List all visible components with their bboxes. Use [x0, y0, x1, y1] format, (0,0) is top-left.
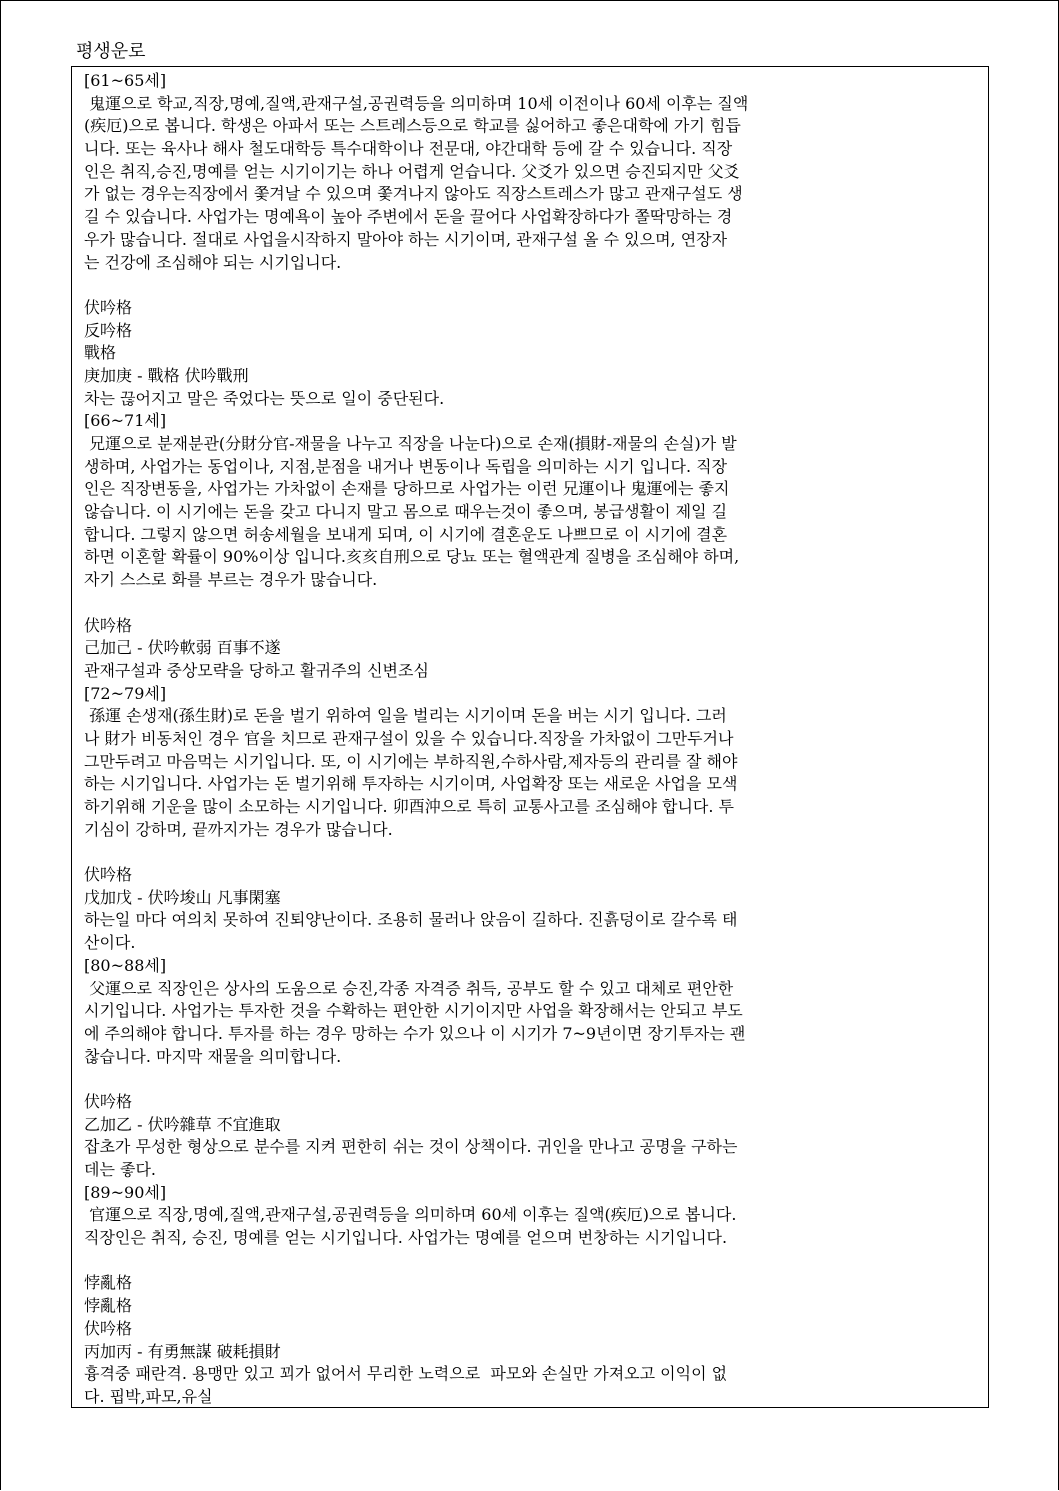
blank-line: [84, 1250, 979, 1273]
note-line: 乙加乙 - 伏吟雜草 不宜進取: [84, 1114, 281, 1134]
note-line: 伏吟格: [84, 615, 133, 635]
paragraph-line: 니다. 또는 육사나 해사 철도대학등 특수대학이나 전문대, 야간대학 등에 갈 수 있습니다. 직장: [84, 139, 733, 159]
fortune-text: [84, 70, 979, 1409]
blank-line: [84, 841, 979, 864]
paragraph-line: 합니다. 그렇지 않으면 허송세월을 보내게 되며, 이 시기에 결혼운도 나쁘므로 이 시기에 결혼: [84, 524, 728, 544]
paragraph-line: 鬼運으로 학교,직장,명예,질액,관재구설,공권력등을 의미하며 10세 이전이나 60세 이후는 질액: [84, 93, 749, 113]
paragraph-line: 우가 많습니다. 절대로 사업을시작하지 말아야 하는 시기이며, 관재구설 올 수 있으며, 연장자: [84, 229, 728, 249]
paragraph-line: 하면 이혼할 확률이 90%이상 입니다.亥亥自刑으로 당뇨 또는 혈액관계 질병을 조심해야 하며,: [84, 547, 740, 567]
note-line: 庚加庚 - 戰格 伏吟戰刑: [84, 365, 249, 385]
page-title: 평생운로: [76, 41, 146, 62]
period-heading: [72~79세]: [84, 683, 167, 703]
paragraph-line: 않습니다. 이 시기에는 돈을 갖고 다니지 말고 몸으로 때우는것이 좋으며, 봉급생활이 제일 길: [84, 502, 728, 522]
note-line: 戊加戊 - 伏吟埈山 凡事閑塞: [84, 887, 281, 907]
paragraph-line: 길 수 있습니다. 사업가는 명예욕이 높아 주변에서 돈을 끌어다 사업확장하다가 쫄딱망하는 경: [84, 207, 733, 227]
paragraph-line: 생하며, 사업가는 동업이나, 지점,분점을 내거나 변동이나 독립을 의미하는 시기 입니다. 직장: [84, 456, 728, 476]
period-heading: [66~71세]: [84, 411, 167, 431]
paragraph-line: 자기 스스로 화를 부르는 경우가 많습니다.: [84, 570, 378, 590]
note-line: 悖亂格: [84, 1273, 133, 1293]
paragraph-line: 는 건강에 조심해야 되는 시기입니다.: [84, 252, 342, 272]
note-line: 하는일 마다 여의치 못하여 진퇴양난이다. 조용히 물러나 앉음이 길하다. 진흙덩이로 갈수록 태: [84, 910, 738, 930]
note-line: 데는 좋다.: [84, 1160, 156, 1179]
note-line: 反吟格: [84, 320, 133, 340]
note-line: 伏吟格: [84, 1091, 133, 1111]
blank-line: [84, 592, 979, 615]
period-heading: [61~65세]: [84, 71, 167, 90]
note-line: 悖亂格: [84, 1296, 133, 1316]
blank-line: [84, 1068, 979, 1091]
paragraph-line: 하는 시기입니다. 사업가는 돈 벌기위해 투자하는 시기이며, 사업확장 또는 새로운 사업을 모색: [84, 774, 738, 794]
note-line: 흉격중 패란격. 용맹만 있고 꾀가 없어서 무리한 노력으로 파모와 손실만 가져오고 이익이 없: [84, 1364, 728, 1384]
paragraph-line: 兄運으로 분재분관(分財分官-재물을 나누고 직장을 나눈다)으로 손재(損財-재물의 손실)가 발: [84, 434, 737, 453]
paragraph-line: 父運으로 직장인은 상사의 도움으로 승진,각종 자격증 취득, 공부도 할 수 있고 대체로 편안한: [84, 978, 734, 998]
note-line: 己加己 - 伏吟軟弱 百事不遂: [84, 638, 281, 658]
note-line: 산이다.: [84, 933, 136, 953]
paragraph-line: 孫運 손생재(孫生財)로 돈을 벌기 위하여 일을 벌리는 시기이며 돈을 버는 시기 입니다. 그러: [84, 706, 727, 726]
note-line: 伏吟格: [84, 865, 133, 885]
paragraph-line: 그만두려고 마음먹는 시기입니다. 또, 이 시기에는 부하직원,수하사람,제자등의 관리를 잘 해야: [84, 751, 738, 771]
note-line: 伏吟格: [84, 297, 133, 317]
paragraph-line: 찮습니다. 마지막 재물을 의미합니다.: [84, 1046, 342, 1066]
paragraph-line: 가 없는 경우는직장에서 쫓겨날 수 있으며 쫓겨나지 않아도 직장스트레스가 많고 관재구설도 생: [84, 184, 743, 204]
period-heading: [80~88세]: [84, 955, 167, 975]
paragraph-line: 나 財가 비동처인 경우 官을 치므로 관재구설이 있을 수 있습니다.직장을 가차없이 그만두거나: [84, 728, 734, 748]
paragraph-line: 인은 직장변동을, 사업가는 가차없이 손재를 당하므로 사업가는 이런 兄運이나 鬼運에는 좋지: [84, 479, 730, 499]
paragraph-line: 하기위해 기운을 많이 소모하는 시기입니다. 卯酉沖으로 특히 교통사고를 조심해야 합니다. 투: [84, 797, 734, 816]
paragraph-line: 시기입니다. 사업가는 투자한 것을 수확하는 편안한 시기이지만 사업을 확장해서는 안되고 부도: [84, 1001, 743, 1021]
paragraph-line: 에 주의해야 합니다. 투자를 하는 경우 망하는 수가 있으나 이 시기가 7~9년이면 장기투자는 괜: [84, 1023, 746, 1043]
period-heading: [89~90세]: [84, 1182, 167, 1202]
note-line: 잡초가 무성한 형상으로 분수를 지켜 편한히 쉬는 것이 상책이다. 귀인을 만나고 공명을 구하는: [84, 1137, 738, 1157]
paragraph-line: (疾厄)으로 봅니다. 학생은 아파서 또는 스트레스등으로 학교를 싫어하고 좋은대학에 가기 힘듭: [84, 116, 741, 136]
paragraph-line: 기심이 강하며, 끝까지가는 경우가 많습니다.: [84, 819, 393, 839]
note-line: 丙加丙 - 有勇無謀 破耗損財: [84, 1341, 281, 1361]
paragraph-line: 인은 취직,승진,명예를 얻는 시기이기는 하나 어렵게 얻습니다. 父爻가 있으면 승진되지만 父爻: [84, 161, 740, 181]
paragraph-line: 官運으로 직장,명예,질액,관재구설,공권력등을 의미하며 60세 이후는 질액(疾厄)으로 봅니다.: [84, 1205, 737, 1225]
note-line: 戰格: [84, 343, 117, 363]
note-line: 伏吟格: [84, 1318, 133, 1338]
note-line: 관재구설과 중상모략을 당하고 활귀주의 신변조심: [84, 660, 429, 680]
paragraph-line: 직장인은 취직, 승진, 명예를 얻는 시기입니다. 사업가는 명예를 얻으며 번창하는 시기입니다.: [84, 1228, 728, 1248]
note-line: 다. 핍박,파모,유실: [84, 1386, 213, 1406]
blank-line: [84, 274, 979, 297]
note-line: 차는 끊어지고 말은 죽었다는 뜻으로 일이 중단된다.: [84, 388, 445, 408]
